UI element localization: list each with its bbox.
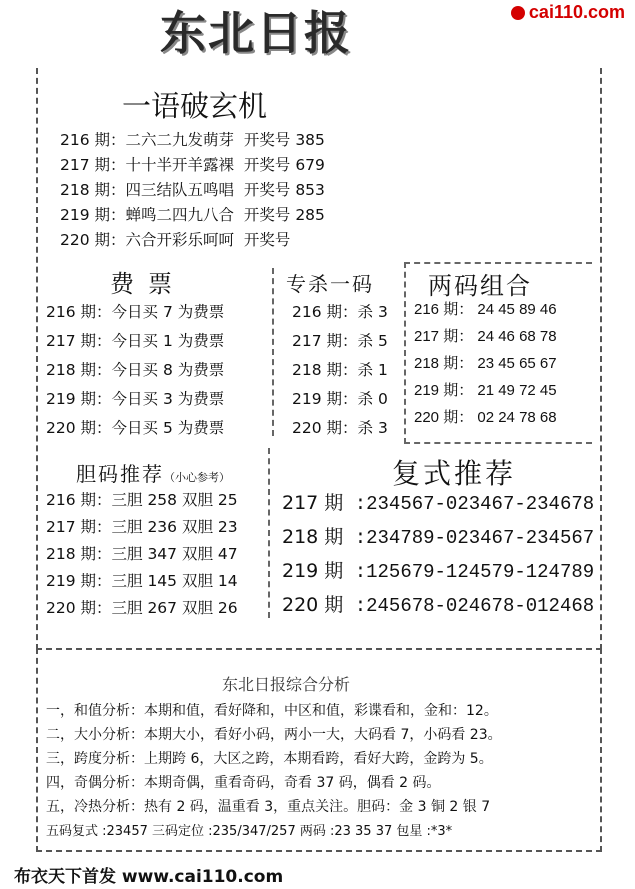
list-item bbox=[60, 178, 325, 203]
danma-note: （小心参考） bbox=[164, 471, 230, 484]
draw-number: 开奖号 853 bbox=[243, 181, 325, 199]
combo-value: :234567-023467-234678 bbox=[343, 493, 595, 515]
feipiao-list bbox=[46, 300, 224, 445]
list-item: 220 期：今日买 5 为费票 bbox=[46, 419, 225, 437]
period-label: 219 期 bbox=[282, 560, 344, 582]
list-item bbox=[60, 228, 325, 253]
list-item: 216 期：三胆 258 双胆 25 bbox=[46, 491, 238, 509]
period-label: 220 期： bbox=[60, 231, 126, 249]
list-item: 四，奇偶分析：本期奇偶，重看奇码，奇看 37 码，偶看 2 码。 bbox=[46, 775, 441, 791]
list-item: 五，冷热分析：热有 2 码，温重看 3，重点关注。胆码：金 3 铜 2 银 7 bbox=[46, 799, 491, 815]
zhuansha-list bbox=[292, 300, 388, 445]
combo-value: :125679-124579-124789 bbox=[343, 561, 595, 583]
period-label: 218 期 bbox=[282, 526, 344, 548]
danma-list bbox=[46, 488, 238, 623]
liangma-title: 两码组合 bbox=[428, 272, 532, 300]
list-item: 二，大小分析：本期大小，看好小码，两小一大，大码看 7，小码看 23。 bbox=[46, 727, 502, 743]
list-item: 218 期： 23 45 65 67 bbox=[414, 355, 557, 372]
list-item: 三，跨度分析：上期跨 6，大区之跨，本期看跨，看好大跨，金跨为 5。 bbox=[46, 751, 493, 767]
zhuansha-title: 专杀一码 bbox=[286, 272, 374, 296]
list-item bbox=[60, 128, 325, 153]
list-item: 217 期： 24 46 68 78 bbox=[414, 328, 557, 345]
fushi-title: 复式推荐 bbox=[392, 457, 517, 490]
yiyu-list bbox=[60, 128, 325, 253]
list-item bbox=[282, 556, 594, 590]
masthead-title: 东北日报 bbox=[160, 6, 352, 60]
period-label: 216 期： bbox=[60, 131, 126, 149]
combo-value: :234789-023467-234567 bbox=[343, 527, 595, 549]
list-item: 一，和值分析：本期和值，看好降和，中区和值，彩谍看和，金和：12。 bbox=[46, 703, 498, 719]
list-item: 217 期：杀 5 bbox=[292, 332, 388, 350]
period-label: 219 期： bbox=[60, 206, 126, 224]
danma-header bbox=[76, 458, 230, 487]
list-item: 216 期：今日买 7 为费票 bbox=[46, 303, 225, 321]
period-label: 217 期 bbox=[282, 492, 344, 514]
list-item: 217 期：三胆 236 双胆 23 bbox=[46, 518, 238, 536]
list-item bbox=[60, 203, 325, 228]
draw-number: 开奖号 285 bbox=[243, 206, 325, 224]
analysis-title: 东北日报综合分析 bbox=[222, 675, 351, 694]
list-item: 216 期： 24 45 89 46 bbox=[414, 301, 557, 318]
footer-text: 布衣天下首发 www.cai110.com bbox=[14, 867, 284, 887]
liangma-list bbox=[414, 298, 557, 433]
list-item: 220 期： 02 24 78 68 bbox=[414, 409, 557, 426]
list-item bbox=[282, 488, 594, 522]
list-item: 219 期：三胆 145 双胆 14 bbox=[46, 572, 238, 590]
list-item: 220 期：杀 3 bbox=[292, 419, 388, 437]
riddle-text: 二六二九发萌芽 bbox=[125, 131, 235, 149]
feipiao-title: 费票 bbox=[110, 270, 186, 298]
riddle-text: 十十半开羊露裸 bbox=[125, 156, 235, 174]
danma-title: 胆码推荐 bbox=[76, 462, 164, 486]
list-item bbox=[282, 522, 594, 556]
brand-logo bbox=[511, 2, 625, 23]
riddle-text: 六合开彩乐呵呵 bbox=[125, 231, 235, 249]
list-item: 218 期：杀 1 bbox=[292, 361, 388, 379]
list-item: 216 期：杀 3 bbox=[292, 303, 388, 321]
list-item bbox=[282, 590, 594, 624]
analysis-list bbox=[46, 700, 502, 844]
draw-number: 开奖号 385 bbox=[243, 131, 325, 149]
list-item: 218 期：三胆 347 双胆 47 bbox=[46, 545, 238, 563]
draw-number: 开奖号 bbox=[243, 231, 291, 249]
list-item: 220 期：三胆 267 双胆 26 bbox=[46, 599, 238, 617]
period-label: 218 期： bbox=[60, 181, 126, 199]
list-item bbox=[60, 153, 325, 178]
list-item: 219 期：杀 0 bbox=[292, 390, 388, 408]
list-item: 217 期：今日买 1 为费票 bbox=[46, 332, 225, 350]
combo-value: :245678-024678-012468 bbox=[343, 595, 595, 617]
list-item: 218 期：今日买 8 为费票 bbox=[46, 361, 225, 379]
list-item: 219 期：今日买 3 为费票 bbox=[46, 390, 225, 408]
brand-url: cai110.com bbox=[528, 2, 625, 22]
fushi-list bbox=[282, 488, 594, 624]
brand-dot-icon bbox=[511, 6, 525, 20]
list-item: 219 期： 21 49 72 45 bbox=[414, 382, 557, 399]
period-label: 220 期 bbox=[282, 594, 344, 616]
period-label: 217 期： bbox=[60, 156, 126, 174]
riddle-text: 四三结队五鸣唱 bbox=[125, 181, 235, 199]
draw-number: 开奖号 679 bbox=[243, 156, 325, 174]
list-item: 五码复式 :23457 三码定位 :235/347/257 两码 :23 35 37 包星 :*3* bbox=[46, 824, 453, 839]
riddle-text: 蝉鸣二四九八合 bbox=[125, 206, 235, 224]
yiyu-title: 一语破玄机 bbox=[122, 89, 268, 123]
